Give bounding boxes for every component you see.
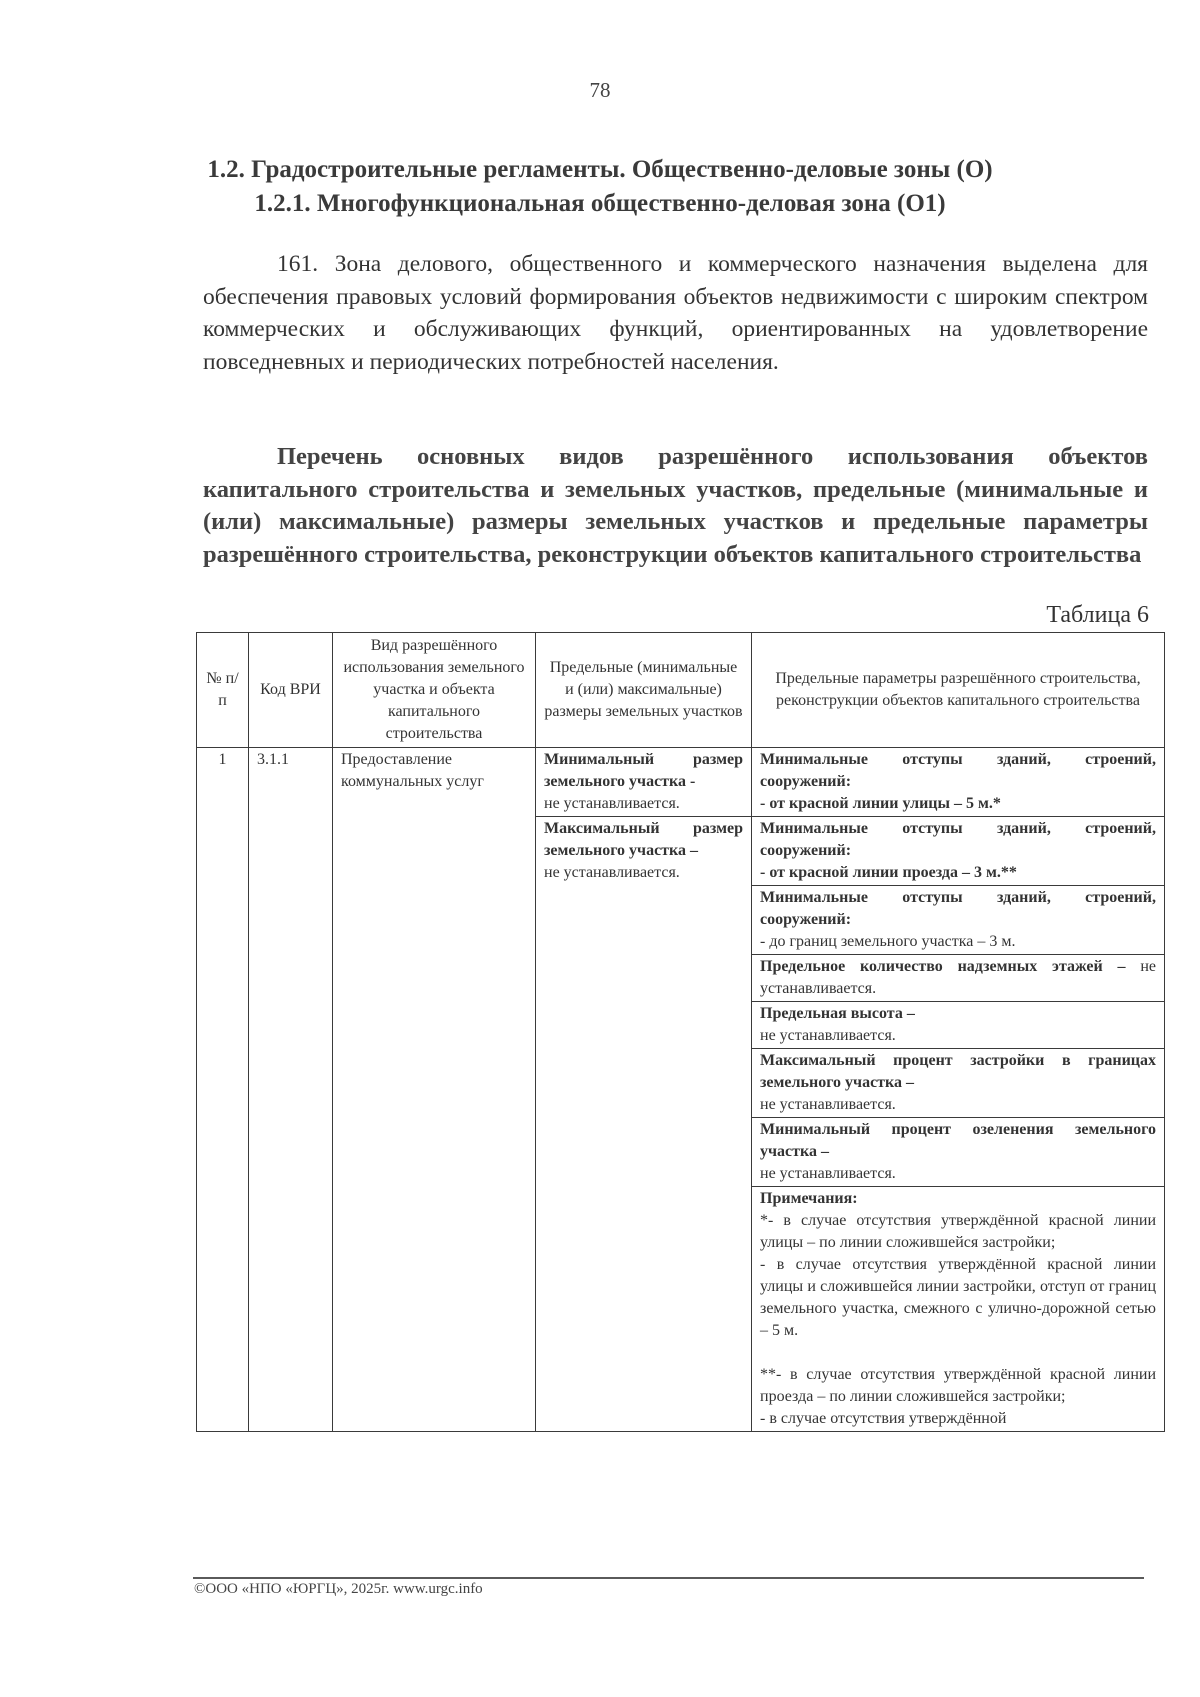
note-line: *- в случае отсутствия утверждённой красной линии улицы – по линии сложившейся застройки; — [760, 1212, 1156, 1251]
param-label: Минимальные отступы зданий, строений, сооружений: — [760, 751, 1156, 790]
zone-description-text: 161. Зона делового, общественного и коммерческого назначения выделена для обеспечения правовых условий формирования объектов недвижимости с широким спектром коммерческих и обслуживающих функций, ориентированных на удовлетворение повседневных и периодических потребностей населения. — [203, 251, 1148, 375]
row-code: 3.1.1 — [249, 748, 333, 1432]
note-line: - в случае отсутствия утверждённой красной линии улицы и сложившейся линии застройки, отступ от границ земельного участка, смежного с улично-дорожной сетью – 5 м. — [760, 1256, 1156, 1339]
table-header-row — [197, 633, 1165, 748]
param-cell — [752, 886, 1165, 955]
table-row — [197, 748, 1165, 817]
param-value: - от красной линии проезда – 3 м.** — [760, 864, 1017, 881]
param-value: не устанавливается. — [760, 1027, 896, 1044]
min-plot-size-value: не устанавливается. — [544, 795, 680, 812]
param-label: Минимальный процент озеленения земельного участка – — [760, 1121, 1156, 1160]
param-value: не устанавливается. — [760, 1096, 896, 1113]
param-cell — [752, 817, 1165, 886]
param-cell — [752, 1002, 1165, 1049]
param-label: Предельное количество надземных этажей – — [760, 958, 1126, 975]
row-num: 1 — [197, 748, 249, 1432]
param-value: не устанавливается. — [760, 1165, 896, 1182]
list-title-text: Перечень основных видов разрешённого использования объектов капитального строительства и земельных участков, предельные (минимальные и (или) максимальные) размеры земельных участков и предельные параметры разрешённого строительства, реконструкции объектов капитального строительства — [203, 443, 1148, 568]
page-number: 78 — [589, 78, 611, 102]
param-cell — [752, 1118, 1165, 1187]
list-title — [203, 441, 1148, 571]
header-use-type: Вид разрешённого использования земельного участка и объекта капитального строительства — [333, 633, 536, 748]
param-cell — [752, 748, 1165, 817]
param-label: Минимальные отступы зданий, строений, сооружений: — [760, 889, 1156, 928]
param-cell — [752, 955, 1165, 1002]
param-label: Минимальные отступы зданий, строений, сооружений: — [760, 820, 1156, 859]
header-num: № п/п — [197, 633, 249, 748]
param-label: Максимальный процент застройки в границах земельного участка – — [760, 1052, 1156, 1091]
footer-divider — [193, 1577, 1144, 1579]
header-code: Код ВРИ — [249, 633, 333, 748]
param-value: не устанавливается. — [760, 958, 1157, 997]
note-line: **- в случае отсутствия утверждённой красной линии проезда – по линии сложившейся застройки; — [760, 1366, 1156, 1405]
max-plot-size-label: Максимальный размер земельного участка – — [544, 820, 743, 859]
max-plot-size-value: не устанавливается. — [544, 864, 680, 881]
param-value: - до границ земельного участка – 3 м. — [760, 933, 1016, 950]
row-use-type: Предоставление коммунальных услуг — [333, 748, 536, 1432]
param-cell — [752, 1049, 1165, 1118]
zone-description-paragraph — [203, 248, 1148, 378]
note-line: - в случае отсутствия утверждённой — [760, 1410, 1007, 1427]
notes-title: Примечания: — [760, 1190, 858, 1207]
min-plot-size-label: Минимальный размер земельного участка - — [544, 751, 743, 790]
section-heading: 1.2. Градостроительные регламенты. Общественно-деловые зоны (О) — [207, 156, 993, 183]
header-build-params: Предельные параметры разрешённого строительства, реконструкции объектов капитального строительства — [752, 633, 1165, 748]
max-plot-size-cell — [536, 817, 752, 1432]
min-plot-size-cell — [536, 748, 752, 817]
param-value: - от красной линии улицы – 5 м.* — [760, 795, 1001, 812]
notes-cell — [752, 1187, 1165, 1432]
subsection-heading: 1.2.1. Многофункциональная общественно-деловая зона (О1) — [254, 190, 946, 217]
param-label: Предельная высота – — [760, 1005, 915, 1022]
regulations-table — [196, 632, 1165, 1432]
header-plot-sizes: Предельные (минимальные и (или) максимальные) размеры земельных участков — [536, 633, 752, 748]
table-caption: Таблица 6 — [1046, 602, 1149, 628]
footer-copyright: ©ООО «НПО «ЮРГЦ», 2025г. www.urgc.info — [194, 1581, 483, 1597]
